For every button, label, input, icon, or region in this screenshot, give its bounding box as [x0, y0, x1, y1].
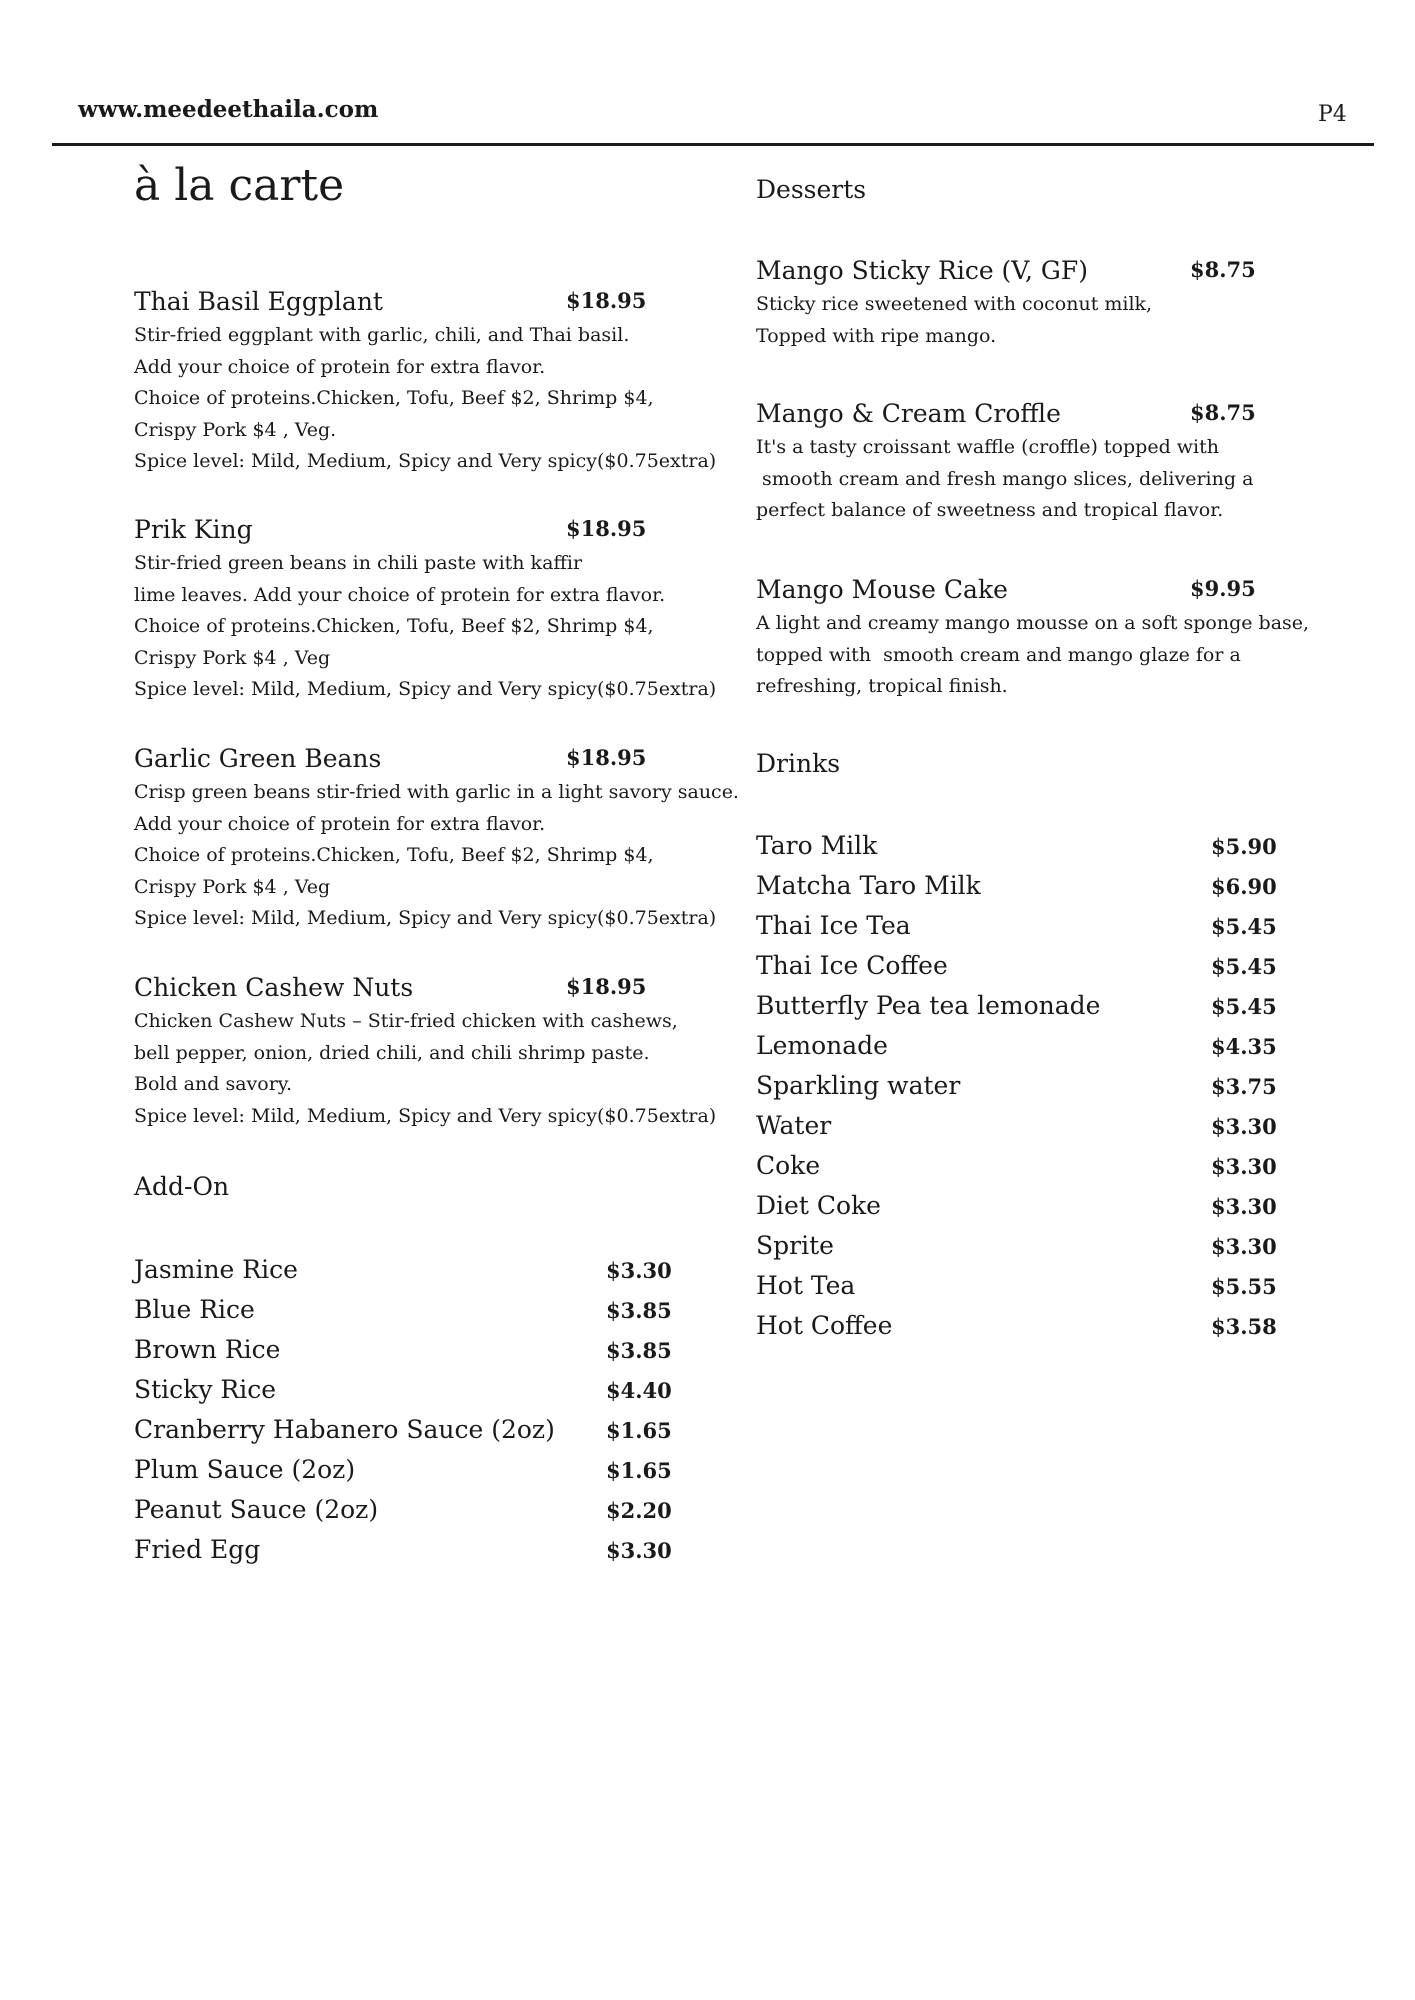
desc-line: Spice level: Mild, Medium, Spicy and Very spicy($0.75extra) — [134, 450, 717, 472]
item-price: $3.75 — [1211, 1074, 1277, 1099]
dish-description — [134, 777, 739, 935]
desc-line: smooth cream and fresh mango slices, delivering a — [756, 467, 1254, 490]
list-item — [756, 1190, 1296, 1230]
desc-line: perfect balance of sweetness and tropical flavor. — [756, 499, 1224, 521]
item-name: Brown Rice — [134, 1335, 281, 1364]
dish-name: Thai Basil Eggplant — [134, 287, 383, 316]
dish-description — [756, 289, 1296, 352]
desc-line: topped with smooth cream and mango glaze for a — [756, 643, 1241, 666]
item-price: $5.45 — [1211, 954, 1277, 979]
addon-section-title: Add-On — [134, 1172, 230, 1201]
item-price: $3.30 — [1211, 1154, 1277, 1179]
desc-line: Bold and savory. — [134, 1073, 293, 1095]
item-name: Sticky Rice — [134, 1375, 277, 1404]
desc-line: Add your choice of protein for extra flavor. — [134, 812, 546, 835]
header-divider — [52, 143, 1374, 146]
dish-description — [134, 1006, 717, 1132]
dish-name: Chicken Cashew Nuts — [134, 973, 414, 1002]
menu-item-mango-sticky-rice — [756, 255, 1296, 352]
list-item — [756, 1310, 1296, 1350]
item-name: Coke — [756, 1151, 821, 1180]
list-item — [134, 1534, 674, 1574]
list-item — [756, 1270, 1296, 1310]
item-price: $3.85 — [606, 1338, 672, 1363]
item-name: Hot Tea — [756, 1271, 856, 1300]
dish-price: $18.95 — [566, 974, 647, 999]
list-item — [134, 1294, 674, 1334]
item-name: Cranberry Habanero Sauce (2oz) — [134, 1415, 555, 1444]
addon-list — [134, 1254, 674, 1574]
list-item — [134, 1494, 674, 1534]
list-item — [134, 1414, 674, 1454]
item-name: Sprite — [756, 1231, 834, 1260]
dish-description — [134, 320, 717, 478]
drinks-list — [756, 830, 1296, 1350]
desc-line: Crisp green beans stir-fried with garlic in a light savory sauce. — [134, 781, 739, 803]
item-price: $5.45 — [1211, 994, 1277, 1019]
item-name: Water — [756, 1111, 832, 1140]
item-price: $6.90 — [1211, 874, 1277, 899]
item-price: $3.30 — [1211, 1194, 1277, 1219]
desc-line: refreshing, tropical finish. — [756, 675, 1008, 697]
desc-line: Spice level: Mild, Medium, Spicy and Very spicy($0.75extra) — [134, 907, 717, 929]
list-item — [756, 1230, 1296, 1270]
item-name: Taro Milk — [756, 831, 878, 860]
list-item — [134, 1454, 674, 1494]
item-name: Sparkling water — [756, 1071, 961, 1100]
item-name: Diet Coke — [756, 1191, 881, 1220]
item-price: $3.85 — [606, 1298, 672, 1323]
desserts-section-title: Desserts — [756, 175, 867, 204]
item-price: $3.30 — [1211, 1114, 1277, 1139]
drinks-section-title: Drinks — [756, 749, 841, 778]
list-item — [756, 950, 1296, 990]
item-price: $4.40 — [606, 1378, 672, 1403]
dish-price: $18.95 — [566, 745, 647, 770]
page-number: P4 — [1318, 102, 1347, 127]
item-price: $4.35 — [1211, 1034, 1277, 1059]
list-item — [134, 1254, 674, 1294]
list-item — [756, 1030, 1296, 1070]
item-name: Fried Egg — [134, 1535, 261, 1564]
menu-item-mango-cream-croffle — [756, 398, 1296, 527]
desc-line: Spice level: Mild, Medium, Spicy and Very spicy($0.75extra) — [134, 678, 717, 700]
desc-line: Add your choice of protein for extra flavor. — [134, 355, 546, 378]
item-name: Matcha Taro Milk — [756, 871, 981, 900]
dish-name: Mango Mouse Cake — [756, 575, 1008, 604]
item-price: $2.20 — [606, 1498, 672, 1523]
dish-price: $18.95 — [566, 516, 647, 541]
desc-line: Choice of proteins.Chicken, Tofu, Beef $2, Shrimp $4, — [134, 615, 654, 637]
dish-name: Mango Sticky Rice (V, GF) — [756, 256, 1088, 285]
list-item — [756, 990, 1296, 1030]
item-name: Peanut Sauce (2oz) — [134, 1495, 379, 1524]
desc-line: Stir-fried green beans in chili paste with kaffir — [134, 552, 583, 574]
desc-line: Choice of proteins.Chicken, Tofu, Beef $2, Shrimp $4, — [134, 844, 654, 866]
dish-description — [756, 432, 1296, 527]
desc-line: Crispy Pork $4 , Veg. — [134, 418, 337, 441]
dish-name: Mango & Cream Croffle — [756, 399, 1061, 428]
desc-line: Spice level: Mild, Medium, Spicy and Very spicy($0.75extra) — [134, 1104, 717, 1127]
list-item — [756, 1070, 1296, 1110]
menu-item-garlic-green-beans — [134, 743, 739, 935]
dish-name: Garlic Green Beans — [134, 744, 382, 773]
list-item — [756, 870, 1296, 910]
item-price: $3.30 — [606, 1538, 672, 1563]
desc-line: Sticky rice sweetened with coconut milk, — [756, 293, 1153, 315]
dish-price: $8.75 — [1190, 257, 1256, 282]
list-item — [756, 1150, 1296, 1190]
dish-name: Prik King — [134, 515, 253, 544]
dish-price: $18.95 — [566, 288, 647, 313]
desc-line: lime leaves. Add your choice of protein for extra flavor. — [134, 583, 666, 606]
desc-line: A light and creamy mango mousse on a soft sponge base, — [756, 612, 1310, 634]
list-item — [756, 1110, 1296, 1150]
item-name: Hot Coffee — [756, 1311, 893, 1340]
list-item — [756, 830, 1296, 870]
item-name: Butterfly Pea tea lemonade — [756, 991, 1101, 1020]
dish-description — [756, 608, 1310, 703]
list-item — [756, 910, 1296, 950]
desc-line: Crispy Pork $4 , Veg — [134, 646, 331, 669]
desc-line: Stir-fried eggplant with garlic, chili, and Thai basil. — [134, 324, 630, 346]
desc-line: Crispy Pork $4 , Veg — [134, 875, 331, 898]
dish-price: $9.95 — [1190, 576, 1256, 601]
desc-line: Choice of proteins.Chicken, Tofu, Beef $2, Shrimp $4, — [134, 387, 654, 409]
menu-item-prik-king — [134, 514, 717, 706]
item-price: $5.90 — [1211, 834, 1277, 859]
dish-price: $8.75 — [1190, 400, 1256, 425]
desc-line: Topped with ripe mango. — [756, 324, 997, 347]
item-name: Plum Sauce (2oz) — [134, 1455, 356, 1484]
page-title: à la carte — [134, 160, 345, 211]
desc-line: Chicken Cashew Nuts – Stir-fried chicken with cashews, — [134, 1010, 678, 1032]
item-price: $5.45 — [1211, 914, 1277, 939]
list-item — [134, 1334, 674, 1374]
website-url: www.meedeethaila.com — [78, 96, 379, 123]
item-price: $3.58 — [1211, 1314, 1277, 1339]
item-price: $3.30 — [606, 1258, 672, 1283]
item-name: Lemonade — [756, 1031, 888, 1060]
list-item — [134, 1374, 674, 1414]
item-price: $1.65 — [606, 1418, 672, 1443]
menu-item-chicken-cashew-nuts — [134, 972, 717, 1132]
item-price: $3.30 — [1211, 1234, 1277, 1259]
item-name: Blue Rice — [134, 1295, 255, 1324]
dish-description — [134, 548, 717, 706]
item-price: $1.65 — [606, 1458, 672, 1483]
item-name: Jasmine Rice — [134, 1255, 298, 1284]
item-name: Thai Ice Coffee — [756, 951, 948, 980]
item-name: Thai Ice Tea — [756, 911, 911, 940]
desc-line: It's a tasty croissant waffle (croffle) topped with — [756, 436, 1219, 458]
menu-item-mango-mouse-cake — [756, 574, 1310, 703]
desc-line: bell pepper, onion, dried chili, and chili shrimp paste. — [134, 1041, 650, 1064]
menu-item-thai-basil-eggplant — [134, 286, 717, 478]
item-price: $5.55 — [1211, 1274, 1277, 1299]
